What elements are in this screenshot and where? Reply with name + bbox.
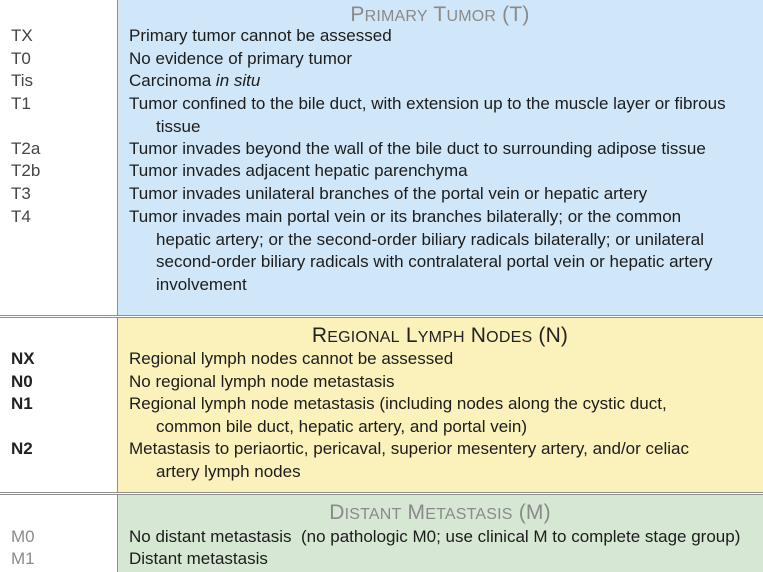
stage-description: Tumor invades main portal vein or its branches bilaterally; or the common hepatic artery; or the second-order biliary radicals bilaterally; or unilateral second-order biliary radicals with contralateral portal vein or hepatic artery involvement — [129, 207, 713, 294]
stage-code: NX — [11, 349, 35, 368]
stage-code: T3 — [11, 184, 31, 203]
stage-code: N2 — [11, 439, 33, 458]
stage-code: T2b — [11, 161, 41, 180]
stage-code: TX — [11, 26, 33, 45]
stage-description: Regional lymph nodes cannot be assessed — [129, 349, 454, 368]
primary-tumor-heading: PRIMARY TUMOR (T) — [350, 3, 530, 26]
stage-description: Metastasis to periaortic, pericaval, superior mesentery artery, and/or celiac artery lymph nodes — [129, 439, 689, 481]
stage-code: T2a — [11, 139, 41, 158]
distant-metastasis-heading: DISTANT METASTASIS (M) — [329, 501, 551, 524]
stage-description: Tumor invades unilateral branches of the portal vein or hepatic artery — [129, 184, 648, 203]
stage-description: No regional lymph node metastasis — [129, 372, 395, 391]
stage-code: T4 — [11, 207, 31, 226]
stage-code: T0 — [11, 49, 31, 68]
stage-description: Primary tumor cannot be assessed — [129, 26, 392, 45]
stage-description: No evidence of primary tumor — [129, 49, 352, 68]
stage-code: M1 — [11, 549, 35, 568]
stage-code: T1 — [11, 94, 31, 113]
regional-lymph-nodes-section — [0, 317, 763, 493]
stage-description: Tumor confined to the bile duct, with extension up to the muscle layer or fibrous tissue — [129, 94, 726, 136]
stage-description: Tumor invades beyond the wall of the bile duct to surrounding adipose tissue — [129, 139, 706, 158]
stage-description: Distant metastasis — [129, 549, 268, 568]
stage-code: Tis — [11, 71, 34, 90]
stage-code: N1 — [11, 394, 33, 413]
stage-description: Carcinoma in situ — [129, 71, 261, 90]
stage-description: No distant metastasis (no pathologic M0; use clinical M to complete stage group) — [129, 527, 741, 546]
stage-description: Regional lymph node metastasis (including nodes along the cystic duct, common bile duct, hepatic artery, and portal vein) — [129, 394, 667, 436]
stage-code: M0 — [11, 527, 35, 546]
regional-lymph-nodes-heading: REGIONAL LYMPH NODES (N) — [311, 324, 569, 347]
stage-code: N0 — [11, 372, 33, 391]
stage-description: Tumor invades adjacent hepatic parenchyma — [129, 161, 468, 180]
distant-metastasis-section — [0, 494, 763, 572]
